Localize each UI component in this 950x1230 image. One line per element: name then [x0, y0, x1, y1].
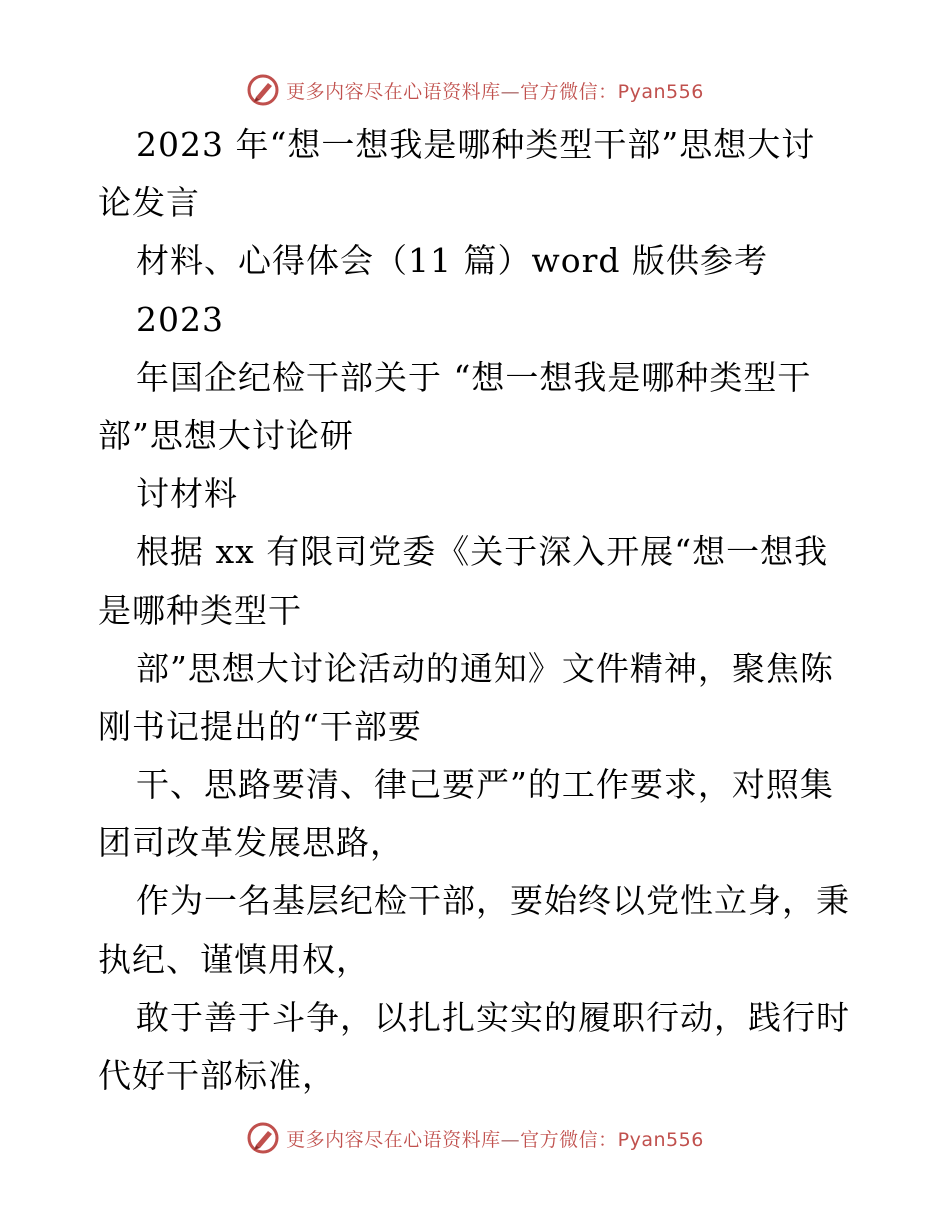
doc-line: 敢于善于斗争，以扎扎实实的履职行动，践行时 — [136, 997, 850, 1037]
doc-line: 讨材料 — [136, 474, 238, 514]
header-watermark-banner — [0, 70, 950, 110]
doc-line: 干、思路要清、律己要严”的工作要求，对照集 — [136, 765, 834, 805]
doc-line: 作为一名基层纪检干部，要始终以党性立身，秉 — [136, 881, 850, 921]
doc-line: 2023 — [136, 299, 224, 339]
footer-watermark-banner — [0, 1118, 950, 1158]
header-banner-text: 更多内容尽在心语资料库—官方微信：Pyan556 — [286, 80, 704, 103]
doc-line: 2023 年“想一想我是哪种类型干部”思想大讨 — [136, 125, 816, 164]
doc-line: 刚书记提出的“干部要 — [98, 706, 422, 746]
doc-line: 部”思想大讨论活动的通知》文件精神，聚焦陈 — [136, 648, 834, 688]
doc-line: 执纪、谨慎用权， — [98, 939, 370, 979]
document-body — [98, 116, 858, 1105]
doc-line: 代好干部标准， — [98, 1056, 336, 1095]
doc-line: 年国企纪检干部关于 “想一想我是哪种类型干 — [136, 357, 812, 397]
pen-logo-icon — [246, 73, 280, 107]
doc-line: 论发言 — [98, 183, 200, 223]
doc-line: 部”思想大讨论研 — [98, 415, 354, 455]
pen-logo-icon — [246, 1121, 280, 1155]
footer-banner-text: 更多内容尽在心语资料库—官方微信：Pyan556 — [286, 1128, 704, 1151]
doc-line: 团司改革发展思路， — [98, 823, 404, 863]
doc-line: 根据 xx 有限司党委《关于深入开展“想一想我 — [136, 532, 829, 572]
doc-line: 是哪种类型干 — [98, 590, 302, 630]
doc-line: 材料、心得体会（11 篇）word 版供参考 — [136, 241, 768, 281]
